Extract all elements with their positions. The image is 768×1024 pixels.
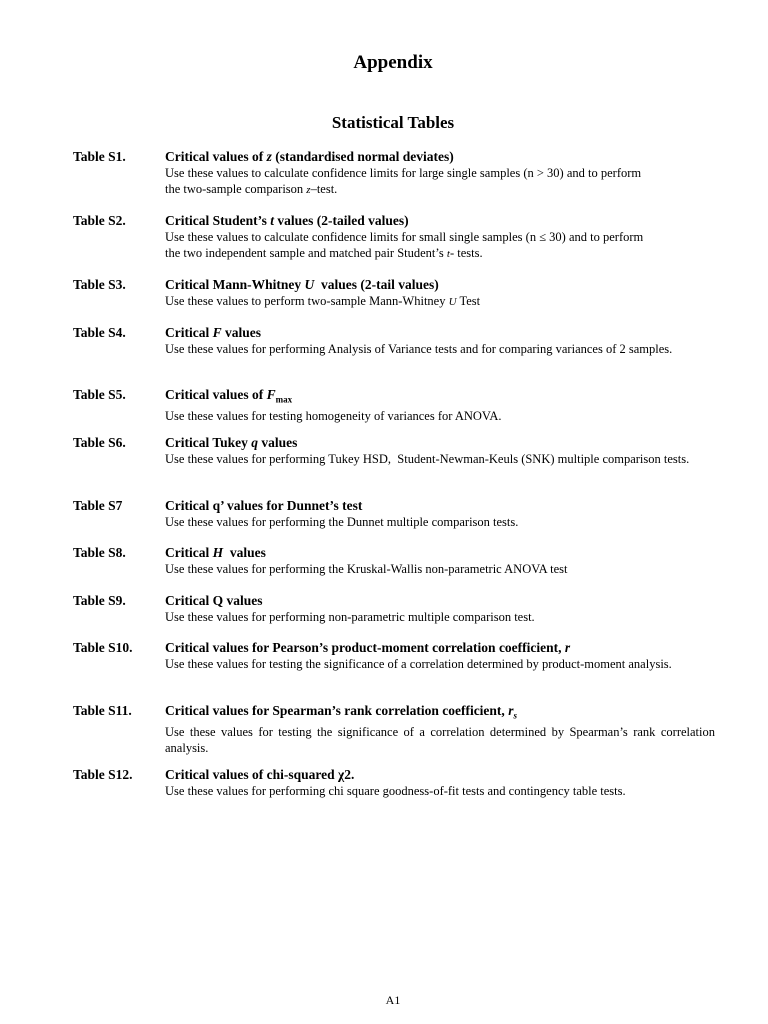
table-label: Table S5. <box>73 387 126 402</box>
table-title: Critical F values <box>165 325 262 340</box>
table-description: Use these values to calculate confidence limits for small single samples (n ≤ 30) and to perform the two independent sample and matched pair Student’s t- tests. <box>165 230 644 260</box>
table-label: Table S1. <box>73 149 126 164</box>
table-label: Table S6. <box>73 435 126 450</box>
table-title: Critical values of chi-squared χ2. <box>165 767 355 782</box>
table-entry-s1 <box>73 149 715 213</box>
table-title: Critical Tukey q values <box>165 435 298 450</box>
table-entry-s12 <box>73 767 715 807</box>
table-description: Use these values for testing the significance of a correlation determined by product-moment analysis. <box>165 657 672 671</box>
table-label: Table S2. <box>73 213 126 228</box>
table-label: Table S8. <box>73 545 126 560</box>
table-entry-s5 <box>73 387 715 435</box>
table-label: Table S10. <box>73 640 133 655</box>
page-title: Appendix <box>353 52 433 73</box>
table-title: Critical q’ values for Dunnet’s test <box>165 498 363 513</box>
table-description: Use these values for performing chi square goodness-of-fit tests and contingency table tests. <box>165 784 626 798</box>
table-entry-s8 <box>73 545 715 593</box>
table-entry-s6 <box>73 435 715 498</box>
table-description: Use these values for performing Analysis of Variance tests and for comparing variances of 2 samples. <box>165 342 673 356</box>
table-description: Use these values to calculate confidence limits for large single samples (n > 30) and to perform the two-sample comparison z–test. <box>165 166 642 196</box>
table-list <box>73 149 715 807</box>
table-title: Critical Mann-Whitney U values (2-tail values) <box>165 277 439 292</box>
table-entry-s7 <box>73 498 715 545</box>
table-description: Use these values for performing non-parametric multiple comparison test. <box>165 610 535 624</box>
table-title: Critical values of z (standardised normal deviates) <box>165 149 454 164</box>
table-entry-s9 <box>73 593 715 640</box>
table-label: Table S4. <box>73 325 126 340</box>
table-label: Table S12. <box>73 767 133 782</box>
table-label: Table S7 <box>73 498 123 513</box>
table-description: Use these values for testing homogeneity of variances for ANOVA. <box>165 408 502 423</box>
table-title: Critical Q values <box>165 593 263 608</box>
table-title: Critical values for Pearson’s product-moment correlation coefficient, r <box>165 640 571 655</box>
table-entry-s10 <box>73 640 715 703</box>
table-title: Critical H values <box>165 545 266 560</box>
table-title: Critical values for Spearman’s rank correlation coefficient, $r_s$ <box>165 703 517 721</box>
table-description: Use these values for testing the significance of a correlation determined by Spearman’s rank correlation analysis. <box>165 724 715 755</box>
table-entry-s11 <box>73 703 715 767</box>
table-entry-s2 <box>73 213 715 277</box>
page-number: A1 <box>385 993 401 1007</box>
table-description: Use these values for performing the Kruskal-Wallis non-parametric ANOVA test <box>165 562 568 576</box>
table-label: Table S9. <box>73 593 126 608</box>
table-description: Use these values for performing the Dunnet multiple comparison tests. <box>165 515 519 529</box>
table-label: Table S3. <box>73 277 126 292</box>
table-title: Critical values of $F_{max}$ <box>165 387 293 405</box>
table-label: Table S11. <box>73 703 132 718</box>
table-title: Critical Student’s t values (2-tailed values) <box>165 213 409 228</box>
table-description: Use these values to perform two-sample Mann-Whitney U Test <box>165 294 481 308</box>
table-description: Use these values for performing Tukey HSD, Student-Newman-Keuls (SNK) multiple comparison tests. <box>165 452 690 466</box>
section-title: Statistical Tables <box>331 113 455 132</box>
table-entry-s3 <box>73 277 715 325</box>
table-entry-s4 <box>73 325 715 387</box>
